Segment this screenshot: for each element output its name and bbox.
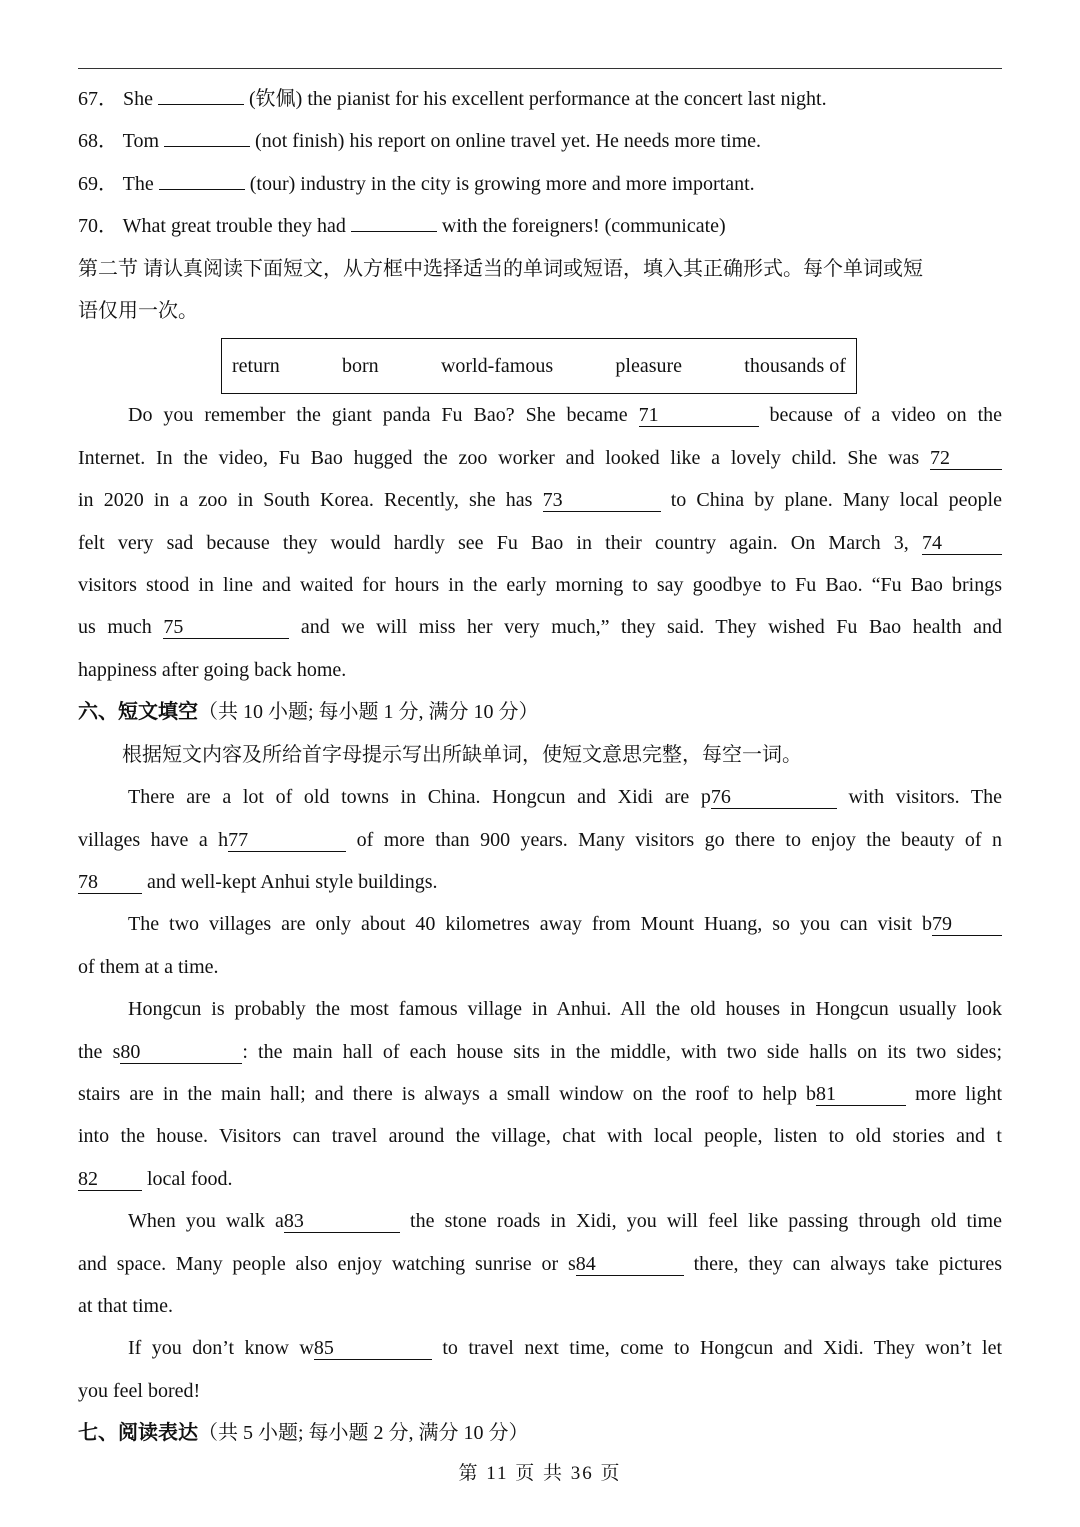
passage-line: happiness after going back home. <box>78 658 347 681</box>
question-text: What great trouble they had <box>122 215 346 238</box>
passage-line <box>78 1073 1002 1115</box>
blank-81[interactable]: 81 <box>816 1084 906 1106</box>
passage-line <box>78 479 1002 521</box>
passage-text: the s <box>78 1040 121 1063</box>
passage-line: visitors stood in line and waited for hours in the early morning to say goodbye to Fu Bao. “Fu Bao brings <box>78 574 1002 597</box>
passage-text: with visitors. The <box>848 786 1002 809</box>
question-text: She <box>123 88 153 110</box>
word-option: return <box>232 355 280 378</box>
question-text: The <box>122 172 154 195</box>
passage-fu-bao <box>78 394 1002 691</box>
section2-instruction: 第二节 请认真阅读下面短文，从方框中选择适当的单词或短语，填入其正确形式。每个单词或短 <box>78 257 923 280</box>
blank-76[interactable]: 76 <box>711 787 837 809</box>
passage-text: in 2020 in a zoo in South Korea. Recently, she has <box>78 489 533 512</box>
passage-line: into the house. Visitors can travel around the village, chat with local people, listen to old stories and t <box>78 1125 1002 1148</box>
word-option: world-famous <box>440 355 554 378</box>
passage-line: at that time. <box>78 1294 173 1317</box>
part6-instruction: 根据短文内容及所给首字母提示写出所缺单词，使短文意思完整，每空一词。 <box>122 743 802 766</box>
passage-text: : the main hall of each house sits in the middle, with two side halls on its two sides; <box>242 1040 1002 1063</box>
word-option: pleasure <box>615 355 683 378</box>
exam-page <box>78 78 1002 1455</box>
section-title: 七、阅读表达 <box>78 1422 198 1445</box>
passage-line <box>78 1200 1002 1242</box>
passage-text: local food. <box>147 1167 233 1190</box>
passage-line <box>78 437 1002 479</box>
passage-text: stairs are in the main hall; and there is always a small window on the roof to help b <box>78 1082 817 1105</box>
passage-text: and we will miss her very much,” they said. They wished Fu Bao health and <box>300 616 1002 639</box>
passage-text: to China by plane. Many local people <box>670 489 1002 512</box>
word-option: thousands of <box>744 355 846 378</box>
answer-blank[interactable] <box>164 125 250 147</box>
passage-text: The two villages are only about 40 kilometres away from Mount Huang, so you can visit b <box>128 913 932 936</box>
passage-hongcun-xidi <box>78 776 1002 1412</box>
passage-line: Hongcun is probably the most famous village in Anhui. All the old houses in Hongcun usually look <box>128 998 1002 1021</box>
question-67 <box>78 78 1002 120</box>
passage-text: There are a lot of old towns in China. Hongcun and Xidi are p <box>128 786 711 809</box>
passage-text: the stone roads in Xidi, you will feel like passing through old time <box>410 1210 1002 1233</box>
answer-blank[interactable] <box>158 83 244 105</box>
blank-71[interactable]: 71 <box>639 405 759 427</box>
passage-text: because of a video on the <box>769 404 1003 427</box>
question-number: 68． <box>78 130 118 153</box>
question-69 <box>78 163 1002 205</box>
passage-text: villages have a h <box>78 828 229 851</box>
blank-79[interactable]: 79 <box>932 914 1002 936</box>
question-68 <box>78 120 1002 162</box>
passage-line: you feel bored! <box>78 1379 201 1402</box>
blank-74[interactable]: 74 <box>922 533 1002 555</box>
section-note: （共 10 小题; 每小题 1 分, 满分 10 分） <box>198 701 539 724</box>
blank-72[interactable]: 72 <box>930 448 1002 470</box>
page-number-footer: 第 11 页 共 36 页 <box>458 1463 622 1484</box>
passage-line <box>78 776 1002 818</box>
answer-blank[interactable] <box>351 210 437 232</box>
passage-text: When you walk a <box>128 1210 284 1233</box>
passage-line: of them at a time. <box>78 955 219 978</box>
question-number: 67． <box>78 88 118 110</box>
passage-line <box>78 1158 1002 1200</box>
part6-heading <box>78 691 1002 733</box>
blank-73[interactable]: 73 <box>543 490 661 512</box>
word-box <box>221 338 857 394</box>
passage-line <box>78 819 1002 861</box>
passage-line <box>78 1327 1002 1369</box>
passage-text: us much <box>78 616 152 639</box>
passage-line <box>78 522 1002 564</box>
section-title: 六、短文填空 <box>78 701 198 724</box>
passage-line <box>78 903 1002 945</box>
question-text: with the foreigners! (communicate) <box>441 215 726 238</box>
blank-85[interactable]: 85 <box>314 1338 432 1360</box>
passage-text: more light <box>915 1082 1003 1105</box>
passage-text: and well-kept Anhui style buildings. <box>147 870 438 893</box>
blank-82[interactable]: 82 <box>78 1169 142 1191</box>
passage-text: and space. Many people also enjoy watching sunrise or s <box>78 1252 576 1275</box>
passage-text: Do you remember the giant panda Fu Bao? She became <box>128 404 628 427</box>
blank-78[interactable]: 78 <box>78 872 142 894</box>
blank-83[interactable]: 83 <box>284 1211 400 1233</box>
passage-text: If you don’t know w <box>128 1337 314 1360</box>
blank-75[interactable]: 75 <box>163 617 289 639</box>
blank-77[interactable]: 77 <box>228 830 346 852</box>
word-option: born <box>342 355 379 378</box>
blank-80[interactable]: 80 <box>120 1042 242 1064</box>
answer-blank[interactable] <box>159 168 245 190</box>
passage-text: to travel next time, come to Hongcun and Xidi. They won’t let <box>442 1337 1002 1360</box>
passage-line <box>78 1243 1002 1285</box>
passage-line <box>78 606 1002 648</box>
question-text: (钦佩) the pianist for his excellent performance at the concert last night. <box>249 88 827 110</box>
question-text: Tom <box>122 130 160 153</box>
passage-text: of more than 900 years. Many visitors go there to enjoy the beauty of n <box>356 828 1003 851</box>
part7-heading <box>78 1412 1002 1454</box>
passage-text: there, they can always take pictures <box>693 1252 1002 1275</box>
section2-instruction-cont: 语仅用一次。 <box>78 300 198 323</box>
passage-text: Internet. In the video, Fu Bao hugged the zoo worker and looked like a lovely child. She was <box>78 446 920 469</box>
section-note: （共 5 小题; 每小题 2 分, 满分 10 分） <box>198 1422 529 1445</box>
passage-text: felt very sad because they would hardly see Fu Bao in their country again. On March 3, <box>78 531 909 554</box>
passage-line <box>78 861 1002 903</box>
question-number: 69． <box>78 172 118 195</box>
question-text: (tour) industry in the city is growing more and more important. <box>249 172 755 195</box>
question-70 <box>78 205 1002 247</box>
passage-line <box>78 1031 1002 1073</box>
header-rule <box>78 68 1002 69</box>
question-text: (not finish) his report on online travel yet. He needs more time. <box>255 130 762 153</box>
blank-84[interactable]: 84 <box>576 1254 684 1276</box>
passage-line <box>78 394 1002 436</box>
question-number: 70． <box>78 215 118 238</box>
